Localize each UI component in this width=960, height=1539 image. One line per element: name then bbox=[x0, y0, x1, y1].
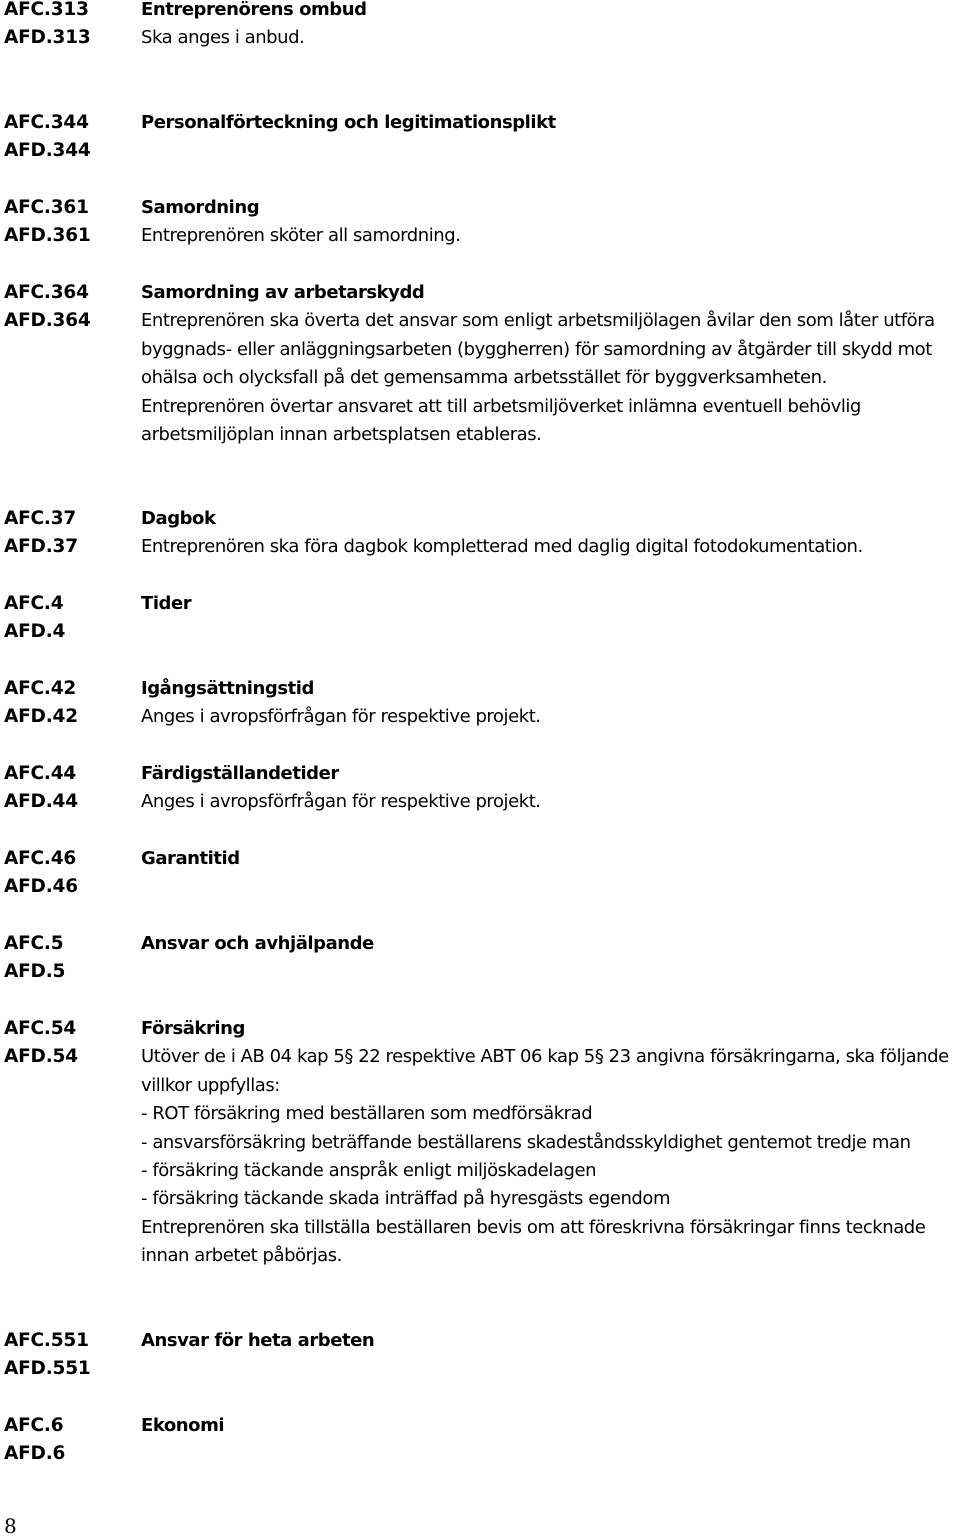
afd-code: AFD.5 bbox=[4, 961, 66, 983]
section-content bbox=[141, 1412, 959, 1440]
afc-code: AFC.4 bbox=[4, 593, 64, 614]
section-paragraph: Anges i avropsförfrågan för respektive projekt. bbox=[141, 706, 541, 728]
section-codes bbox=[4, 0, 134, 53]
insurance-list-item: - ansvarsförsäkring beträffande beställarens skadeståndsskyldighet gentemot tredje man bbox=[141, 1131, 911, 1153]
section-heading: Igångsättningstid bbox=[141, 678, 314, 699]
afc-code: AFC.313 bbox=[4, 0, 89, 20]
afd-code: AFD.6 bbox=[4, 1443, 66, 1465]
section-content bbox=[141, 505, 959, 562]
section-content bbox=[141, 675, 959, 732]
section-paragraph: Anges i avropsförfrågan för respektive projekt. bbox=[141, 791, 541, 813]
section-content bbox=[141, 590, 959, 618]
afd-code: AFD.37 bbox=[4, 536, 78, 558]
section-paragraph: Entreprenören ska överta det ansvar som enligt arbetsmiljölagen åvilar den som låter utföra byggnads- eller anläggningsarbeten (byggherren) för samordning av åtgärder till skydd mot ohälsa och olycksfall på det gemensamma arbetsstället för byggverksamheten. bbox=[141, 310, 935, 389]
section-heading: Försäkring bbox=[141, 1018, 245, 1039]
insurance-list-item: - försäkring täckande skada inträffad på hyresgästs egendom bbox=[141, 1188, 671, 1210]
section-codes bbox=[4, 505, 134, 562]
afc-code: AFC.54 bbox=[4, 1018, 77, 1039]
section-codes bbox=[4, 675, 134, 732]
afc-code: AFC.44 bbox=[4, 763, 77, 784]
afd-code: AFD.364 bbox=[4, 310, 91, 332]
afc-code: AFC.344 bbox=[4, 112, 89, 133]
section-content bbox=[141, 930, 959, 958]
section-heading: Samordning bbox=[141, 197, 260, 218]
section-content bbox=[141, 109, 959, 137]
section-content bbox=[141, 279, 959, 449]
insurance-list-item: - ROT försäkring med beställaren som medförsäkrad bbox=[141, 1103, 593, 1125]
section-content bbox=[141, 845, 959, 873]
section-content bbox=[141, 760, 959, 817]
section-content bbox=[141, 1015, 959, 1271]
section-content bbox=[141, 1327, 959, 1355]
afd-code: AFD.44 bbox=[4, 791, 78, 813]
section-codes bbox=[4, 109, 134, 166]
section-heading: Entreprenörens ombud bbox=[141, 0, 367, 20]
section-codes bbox=[4, 760, 134, 817]
section-codes bbox=[4, 194, 134, 251]
afc-code: AFC.37 bbox=[4, 508, 77, 529]
afd-code: AFD.361 bbox=[4, 225, 91, 247]
section-closing-paragraph: Entreprenören ska tillställa beställaren bevis om att föreskrivna försäkringar finns tecknade innan arbetet påbörjas. bbox=[141, 1216, 926, 1267]
afd-code: AFD.313 bbox=[4, 27, 91, 49]
afd-code: AFD.46 bbox=[4, 876, 78, 898]
page-number: 8 bbox=[4, 1514, 17, 1538]
section-heading: Dagbok bbox=[141, 508, 216, 529]
section-heading: Färdigställandetider bbox=[141, 763, 339, 784]
section-heading: Ansvar och avhjälpande bbox=[141, 933, 374, 954]
section-codes bbox=[4, 590, 134, 647]
afc-code: AFC.361 bbox=[4, 197, 89, 218]
section-heading: Ansvar för heta arbeten bbox=[141, 1330, 375, 1351]
section-codes bbox=[4, 845, 134, 902]
afc-code: AFC.364 bbox=[4, 282, 89, 303]
section-codes bbox=[4, 1327, 134, 1384]
section-heading: Garantitid bbox=[141, 848, 240, 869]
section-content bbox=[141, 0, 959, 53]
afc-code: AFC.551 bbox=[4, 1330, 89, 1351]
section-heading: Samordning av arbetarskydd bbox=[141, 282, 425, 303]
section-content bbox=[141, 194, 959, 251]
afc-code: AFC.46 bbox=[4, 848, 77, 869]
section-codes bbox=[4, 1015, 134, 1072]
section-heading: Personalförteckning och legitimationsplikt bbox=[141, 112, 556, 133]
section-codes bbox=[4, 1412, 134, 1469]
afd-code: AFD.344 bbox=[4, 140, 91, 162]
section-heading: Ekonomi bbox=[141, 1415, 225, 1436]
section-codes bbox=[4, 930, 134, 987]
afd-code: AFD.551 bbox=[4, 1358, 91, 1380]
afc-code: AFC.42 bbox=[4, 678, 77, 699]
afc-code: AFC.5 bbox=[4, 933, 64, 954]
section-paragraph: Entreprenören övertar ansvaret att till arbetsmiljöverket inlämna eventuell behövlig arbetsmiljöplan innan arbetsplatsen etableras. bbox=[141, 395, 861, 446]
afd-code: AFD.54 bbox=[4, 1046, 78, 1068]
insurance-list-item: - försäkring täckande anspråk enligt miljöskadelagen bbox=[141, 1160, 597, 1182]
section-paragraph: Ska anges i anbud. bbox=[141, 27, 305, 49]
section-paragraph: Entreprenören ska föra dagbok kompletterad med daglig digital fotodokumentation. bbox=[141, 536, 863, 558]
afd-code: AFD.4 bbox=[4, 621, 66, 643]
section-paragraph: Entreprenören sköter all samordning. bbox=[141, 225, 461, 247]
afd-code: AFD.42 bbox=[4, 706, 78, 728]
afc-code: AFC.6 bbox=[4, 1415, 64, 1436]
section-heading: Tider bbox=[141, 593, 192, 614]
section-codes bbox=[4, 279, 134, 336]
section-paragraph: Utöver de i AB 04 kap 5§ 22 respektive ABT 06 kap 5§ 23 angivna försäkringarna, ska följande villkor uppfyllas: bbox=[141, 1046, 949, 1096]
